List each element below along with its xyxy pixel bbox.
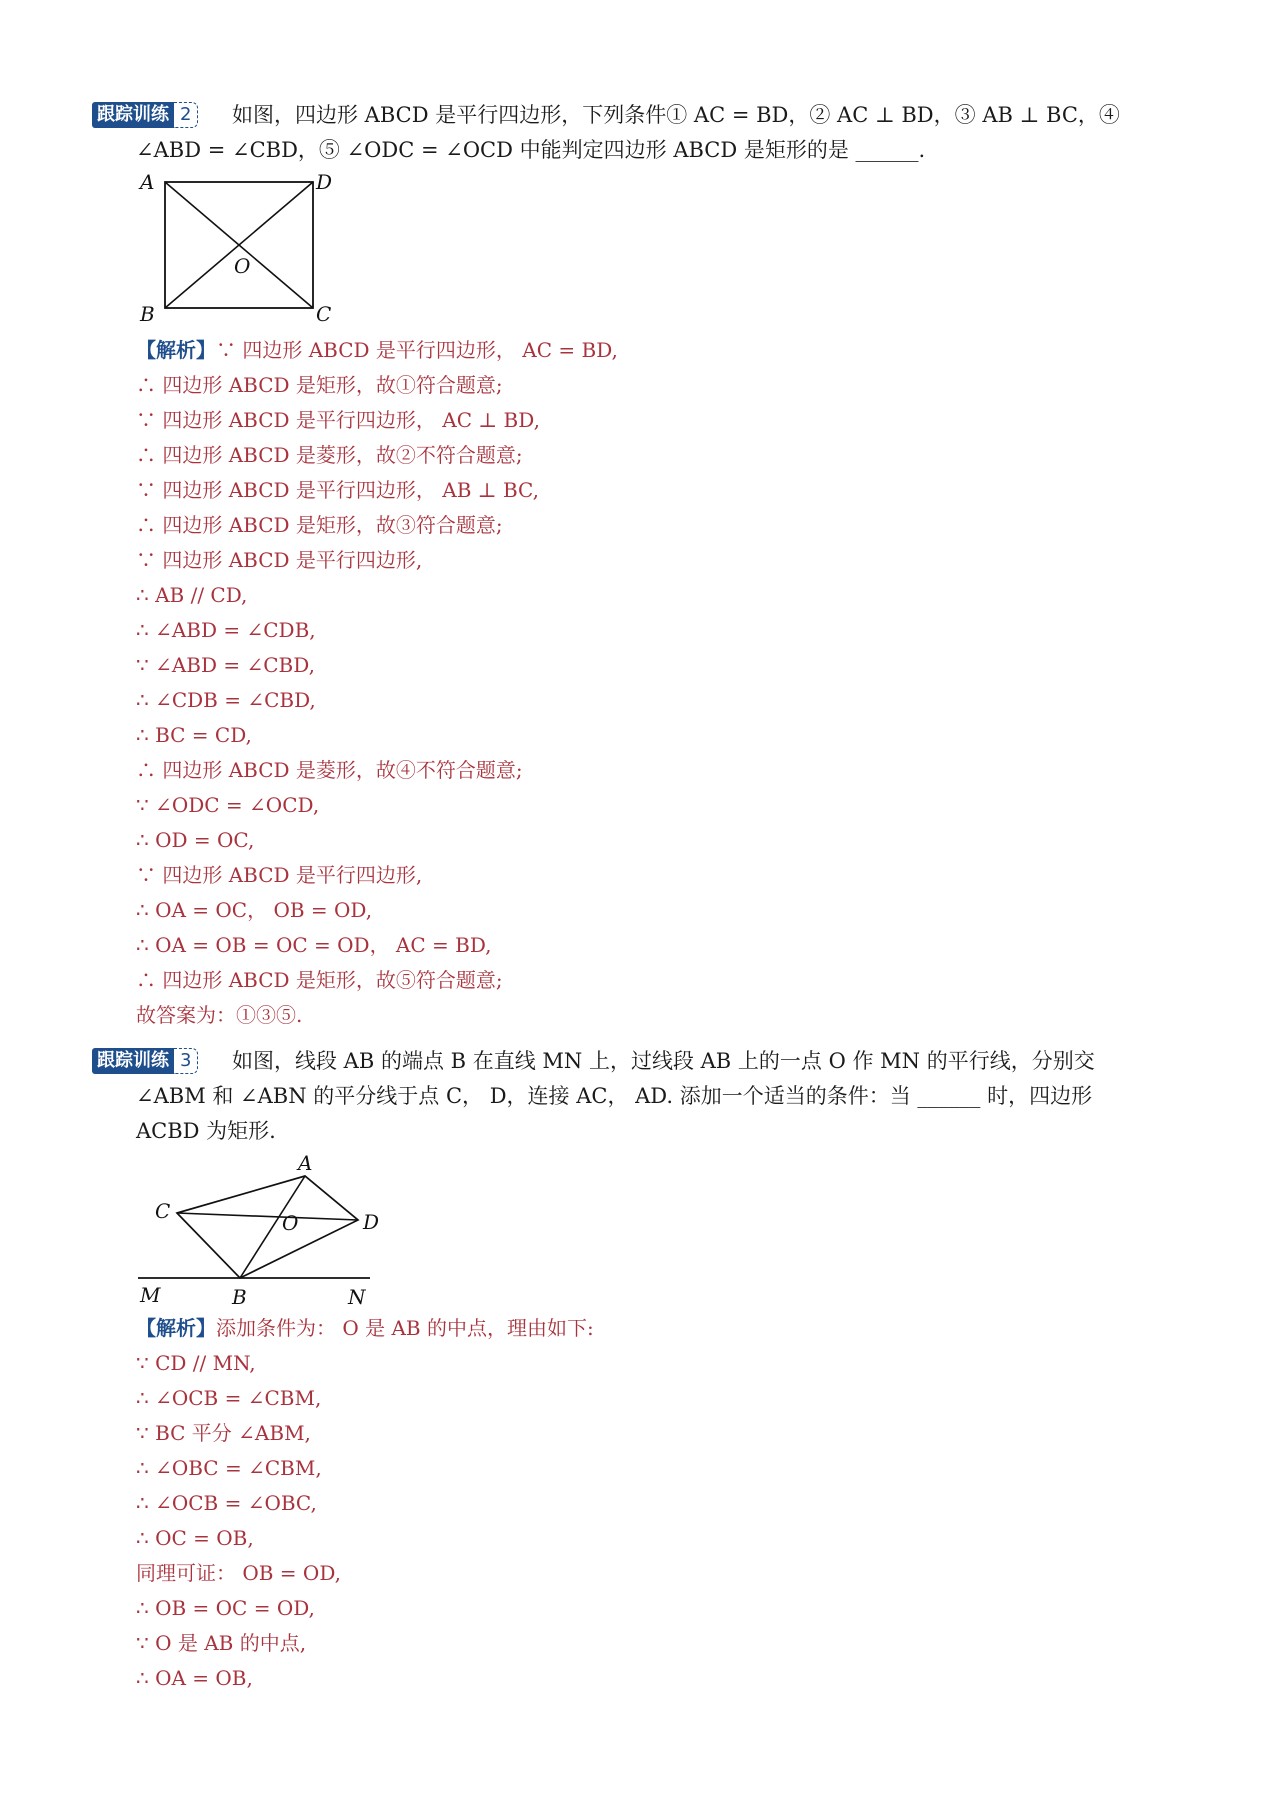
q3-question-line-2: ∠ABM 和 ∠ABN 的平分线于点 C， D，连接 AC， AD. 添加一个适当的条件：当 ______ 时，四边形 <box>136 1084 1093 1108</box>
q2-solution-line-18: ∴ OA = OB = OC = OD， AC = BD, <box>136 933 492 957</box>
q2-solution-line-10: ∵ ∠ABD = ∠CBD, <box>136 653 315 677</box>
q2-solution-head: 【解析】 <box>136 338 216 362</box>
q3-tag-number: 3 <box>174 1048 198 1074</box>
q2-solution-line-8: ∴ AB // CD, <box>136 583 248 607</box>
q3-tag <box>92 1046 198 1076</box>
q2-tag-label: 跟踪训练 <box>92 102 174 128</box>
q3-solution-line-1 <box>136 1314 594 1342</box>
q2-solution-line-17: ∴ OA = OC， OB = OD, <box>136 898 373 922</box>
q3-fig-label-c: C <box>155 1199 171 1223</box>
q3-solution-line-8: 同理可证： OB = OD, <box>136 1561 341 1585</box>
q3-solution-line-4: ∵ BC 平分 ∠ABM, <box>136 1421 311 1445</box>
q2-solution-line-4: ∴ 四边形 ABCD 是菱形，故②不符合题意; <box>136 443 523 467</box>
q2-solution-line-9: ∴ ∠ABD = ∠CDB, <box>136 618 316 642</box>
q3-solution-line-6: ∴ ∠OCB = ∠OBC, <box>136 1491 317 1515</box>
q3-solution-text-1: 添加条件为： O 是 AB 的中点，理由如下: <box>216 1316 594 1340</box>
q3-figure-quadrilateral <box>130 1150 390 1310</box>
q3-solution-line-7: ∴ OC = OB, <box>136 1526 254 1550</box>
q2-solution-line-12: ∴ BC = CD, <box>136 723 252 747</box>
q2-question-line-1: 如图，四边形 ABCD 是平行四边形，下列条件① AC = BD，② AC ⊥ BD，③ AB ⊥ BC，④ <box>232 103 1120 127</box>
q2-solution-line-19: ∴ 四边形 ABCD 是矩形，故⑤符合题意; <box>136 968 503 992</box>
q3-fig-label-m: M <box>140 1283 161 1307</box>
q2-tag-number: 2 <box>174 102 198 128</box>
q3-solution-line-10: ∵ O 是 AB 的中点, <box>136 1631 307 1655</box>
q3-solution-line-11: ∴ OA = OB, <box>136 1666 253 1690</box>
q2-solution-line-7: ∵ 四边形 ABCD 是平行四边形, <box>136 548 423 572</box>
q2-solution-line-3: ∵ 四边形 ABCD 是平行四边形， AC ⊥ BD, <box>136 408 540 432</box>
q2-fig-label-b: B <box>140 302 155 326</box>
q2-tag <box>92 100 198 130</box>
q3-question-line-3: ACBD 为矩形. <box>136 1119 276 1143</box>
q3-fig-label-d: D <box>363 1210 380 1234</box>
q2-solution-line-11: ∴ ∠CDB = ∠CBD, <box>136 688 316 712</box>
q3-fig-label-a: A <box>298 1151 313 1175</box>
q2-solution-text-1: ∵ 四边形 ABCD 是平行四边形， AC = BD, <box>216 338 618 362</box>
q2-solution-line-6: ∴ 四边形 ABCD 是矩形，故③符合题意; <box>136 513 503 537</box>
q3-solution-line-5: ∴ ∠OBC = ∠CBM, <box>136 1456 322 1480</box>
q2-fig-label-d: D <box>316 170 333 194</box>
q3-solution-line-2: ∵ CD // MN, <box>136 1351 256 1375</box>
q3-solution-head: 【解析】 <box>136 1316 216 1340</box>
q3-fig-label-n: N <box>348 1285 366 1309</box>
q3-tag-label: 跟踪训练 <box>92 1048 174 1074</box>
q2-solution-line-5: ∵ 四边形 ABCD 是平行四边形， AB ⊥ BC, <box>136 478 539 502</box>
q2-solution-line-16: ∵ 四边形 ABCD 是平行四边形, <box>136 863 423 887</box>
q2-fig-label-c: C <box>316 302 332 326</box>
q2-solution-line-15: ∴ OD = OC, <box>136 828 255 852</box>
q2-fig-label-o: O <box>234 254 251 278</box>
q2-solution-line-2: ∴ 四边形 ABCD 是矩形，故①符合题意; <box>136 373 503 397</box>
q3-fig-label-o: O <box>282 1211 299 1235</box>
q2-question-line-2: ∠ABD = ∠CBD，⑤ ∠ODC = ∠OCD 中能判定四边形 ABCD 是矩形的是 ______. <box>136 138 926 162</box>
q2-figure-rectangle <box>130 168 370 328</box>
q3-solution-line-3: ∴ ∠OCB = ∠CBM, <box>136 1386 322 1410</box>
q2-solution-line-1 <box>136 336 618 364</box>
q2-solution-answer: 故答案为：①③⑤. <box>136 1003 303 1027</box>
q2-solution-line-13: ∴ 四边形 ABCD 是菱形，故④不符合题意; <box>136 758 523 782</box>
q3-question-line-1: 如图，线段 AB 的端点 B 在直线 MN 上，过线段 AB 上的一点 O 作 MN 的平行线，分别交 <box>232 1049 1095 1073</box>
q3-solution-line-9: ∴ OB = OC = OD, <box>136 1596 315 1620</box>
q2-fig-label-a: A <box>140 170 155 194</box>
q3-fig-label-b: B <box>232 1285 247 1309</box>
q2-solution-line-14: ∵ ∠ODC = ∠OCD, <box>136 793 320 817</box>
